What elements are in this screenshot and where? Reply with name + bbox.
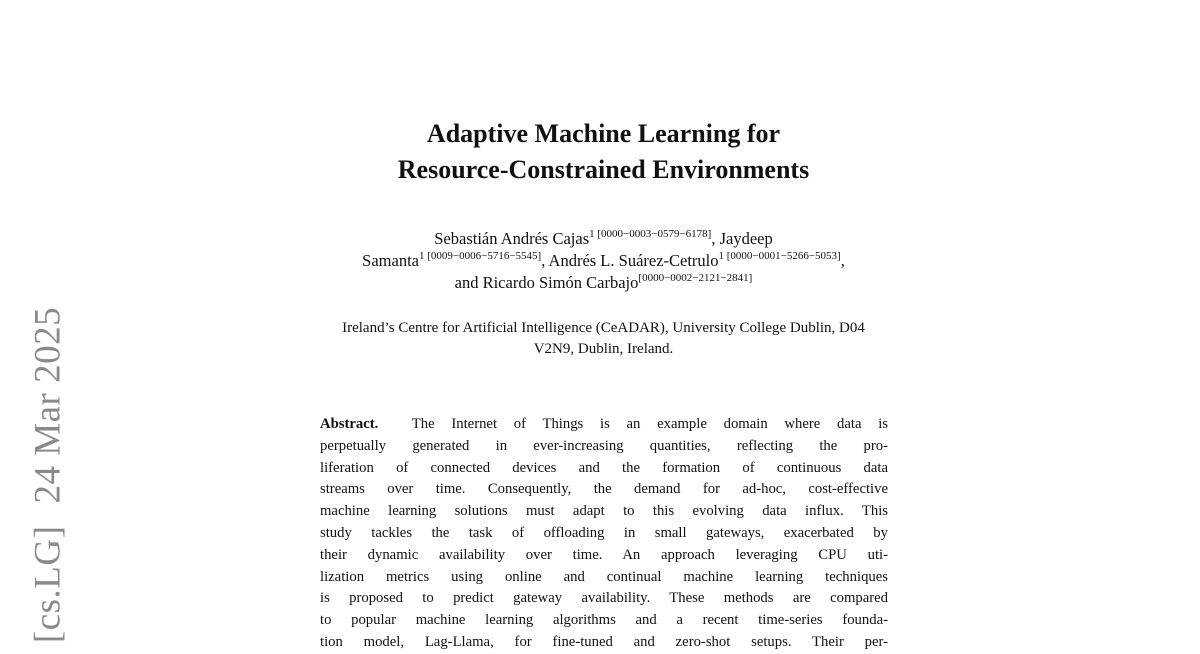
- paper-title: [300, 116, 907, 188]
- orcid-superscript: 1 [0009−0006−5716−5545]: [419, 250, 542, 262]
- author-line-2: [255, 250, 952, 272]
- abstract: [320, 414, 888, 654]
- abstract-line: is proposed to predict gateway availability. These methods are compared: [320, 590, 888, 607]
- abstract-line: perpetually generated in ever-increasing quantities, reflecting the pro-: [320, 437, 888, 454]
- abstract-line: lization metrics using online and continual machine learning techniques: [320, 568, 888, 585]
- abstract-line: streams over time. Consequently, the demand for ad-hoc, cost-effective: [320, 481, 888, 498]
- author-name: Samanta: [362, 251, 419, 270]
- arxiv-category: [cs.LG]: [27, 525, 69, 644]
- affiliation: [255, 318, 952, 360]
- author-name: and Ricardo Simón Carbajo: [454, 273, 639, 292]
- orcid-superscript: 1 [0000−0003−0579−6178]: [589, 228, 712, 240]
- author-line-1: [255, 228, 952, 250]
- abstract-line: machine learning solutions must adapt to this evolving data influx. This: [320, 503, 888, 520]
- author-list: [255, 228, 952, 294]
- author-name: Sebastián Andrés Cajas: [434, 229, 590, 248]
- affiliation-line-1: Ireland’s Centre for Artificial Intelligence (CeADAR), University College Dublin, D04: [342, 320, 865, 336]
- abstract-label: Abstract.: [320, 416, 379, 432]
- arxiv-date: 24 Mar 2025: [27, 306, 69, 504]
- title-line-1: Adaptive Machine Learning for: [426, 119, 781, 148]
- affiliation-line-2: V2N9, Dublin, Ireland.: [533, 341, 674, 357]
- abstract-line: their dynamic availability over time. An approach leveraging CPU uti-: [320, 546, 888, 563]
- abstract-line: study tackles the task of offloading in small gateways, exacerbated by: [320, 524, 888, 541]
- abstract-line: liferation of connected devices and the formation of continuous data: [320, 459, 888, 476]
- abstract-first-line-text: The Internet of Things is an example domain where data is: [411, 416, 889, 432]
- author-separator: , Jaydeep: [711, 229, 773, 248]
- abstract-line: to popular machine learning algorithms and a recent time-series founda-: [320, 612, 888, 629]
- author-line-3: [255, 272, 952, 294]
- orcid-superscript: [0000−0002−2121−2841]: [638, 272, 753, 284]
- orcid-superscript: 1 [0000−0001−5266−5053]: [718, 250, 841, 262]
- abstract-line: tion model, Lag-Llama, for fine-tuned and zero-shot setups. Their per-: [320, 633, 888, 650]
- author-separator: , Andrés L. Suárez-Cetrulo: [541, 251, 719, 270]
- title-line-2: Resource-Constrained Environments: [397, 155, 810, 184]
- abstract-line: [320, 414, 888, 436]
- arxiv-sidebar-stamp: [27, 307, 70, 643]
- author-separator: ,: [840, 251, 845, 270]
